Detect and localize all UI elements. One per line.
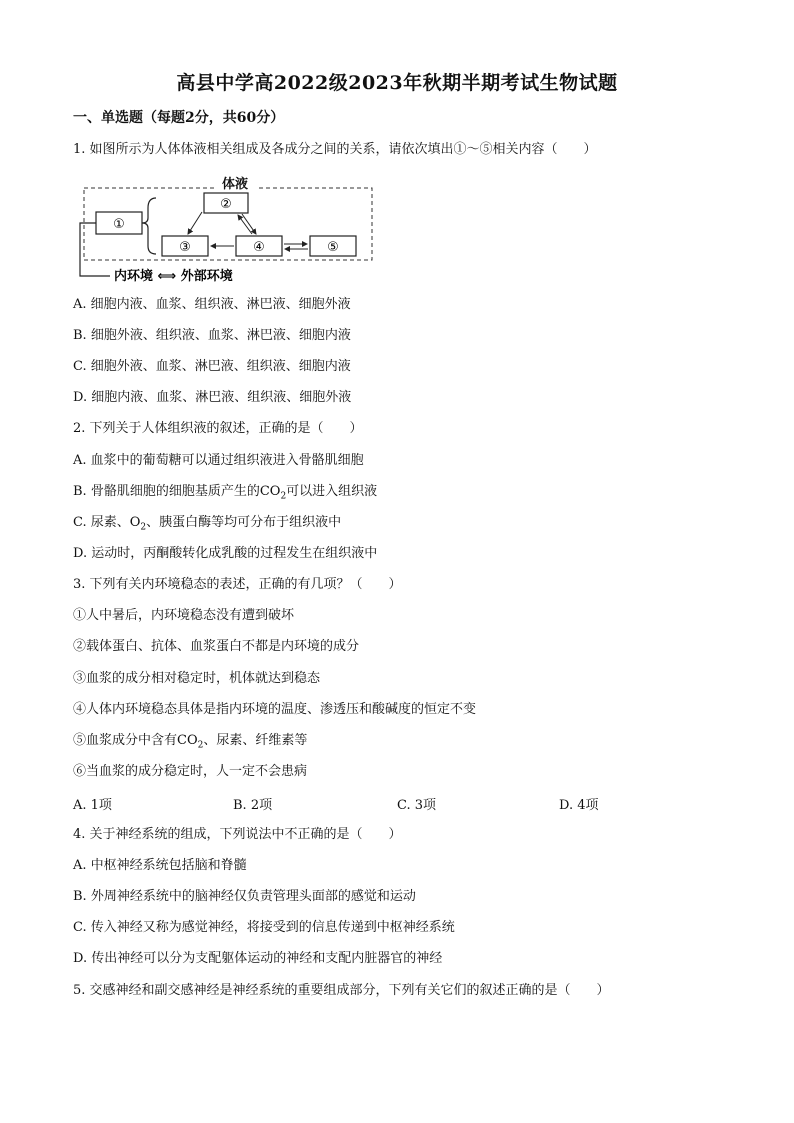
page-title: 高县中学高2022级2023年秋期半期考试生物试题 <box>176 72 618 94</box>
question-5-stem: 5. 交感神经和副交感神经是神经系统的重要组成部分，下列有关它们的叙述正确的是（ ） <box>73 983 610 998</box>
diagram-box-4-label: ④ <box>253 240 265 255</box>
q3-statement-2: ②载体蛋白、抗体、血浆蛋白不都是内环境的成分 <box>73 639 360 654</box>
q3-option-b: B. 2项 <box>233 798 273 813</box>
q2-option-c: C. 尿素、$O_2$、胰蛋白酶等均可分布于组织液中 <box>73 515 342 533</box>
q4-option-a: A. 中枢神经系统包括脑和脊髓 <box>73 858 247 873</box>
q1-option-d: D. 细胞内液、血浆、淋巴液、组织液、细胞外液 <box>73 390 352 405</box>
q2-option-d: D. 运动时，丙酮酸转化成乳酸的过程发生在组织液中 <box>73 546 378 561</box>
q2-option-a: A. 血浆中的葡萄糖可以通过组织液进入骨骼肌细胞 <box>73 453 364 468</box>
diagram-bottom-label: 内环境 ⟺ 外部环境 <box>114 269 233 284</box>
q1-option-a: A. 细胞内液、血浆、组织液、淋巴液、细胞外液 <box>73 297 351 312</box>
diagram-brace <box>142 198 156 254</box>
q3-statement-6: ⑥当血浆的成分稳定时，人一定不会患病 <box>73 764 308 779</box>
q4-option-d: D. 传出神经可以分为支配躯体运动的神经和支配内脏器官的神经 <box>73 951 443 966</box>
q3-statement-1: ①人中暑后，内环境稳态没有遭到破坏 <box>73 608 295 623</box>
q3-option-c: C. 3项 <box>397 798 437 813</box>
diagram-box-5-label: ⑤ <box>327 240 339 255</box>
body-fluid-diagram <box>76 168 376 286</box>
q1-option-b: B. 细胞外液、组织液、血浆、淋巴液、细胞内液 <box>73 328 351 343</box>
question-3-stem: 3. 下列有关内环境稳态的表述，正确的有几项？（ ） <box>73 577 402 592</box>
q3-statement-3: ③血浆的成分相对稳定时，机体就达到稳态 <box>73 671 321 686</box>
arrow-2-to-3 <box>188 212 202 234</box>
q2-option-b: B. 骨骼肌细胞的细胞基质产生的$CO_2$可以进入组织液 <box>73 484 378 502</box>
diagram-box-3-label: ③ <box>179 240 191 255</box>
diagram-box-2-label: ② <box>220 197 232 212</box>
q3-option-a: A. 1项 <box>73 798 112 813</box>
question-2-stem: 2. 下列关于人体组织液的叙述，正确的是（ ） <box>73 421 363 436</box>
question-1-stem: 1. 如图所示为人体体液相关组成及各成分之间的关系，请依次填出①～⑤相关内容（ ） <box>73 142 597 157</box>
q4-option-c: C. 传入神经又称为感觉神经，将接受到的信息传递到中枢神经系统 <box>73 920 455 935</box>
question-4-stem: 4. 关于神经系统的组成，下列说法中不正确的是（ ） <box>73 827 402 842</box>
diagram-box-1-label: ① <box>113 217 125 232</box>
q3-statement-4: ④人体内环境稳态具体是指内环境的温度、渗透压和酸碱度的恒定不变 <box>73 702 477 717</box>
section-heading: 一、单选题（每题2分，共60分） <box>73 110 285 126</box>
diagram-top-label: 体液 <box>221 177 249 192</box>
q3-statement-5: ⑤血浆成分中含有$CO_2$、尿素、纤维素等 <box>73 733 308 751</box>
q4-option-b: B. 外周神经系统中的脑神经仅负责管理头面部的感觉和运动 <box>73 889 416 904</box>
q3-option-d: D. 4项 <box>559 798 599 813</box>
q1-option-c: C. 细胞外液、血浆、淋巴液、组织液、细胞内液 <box>73 359 351 374</box>
